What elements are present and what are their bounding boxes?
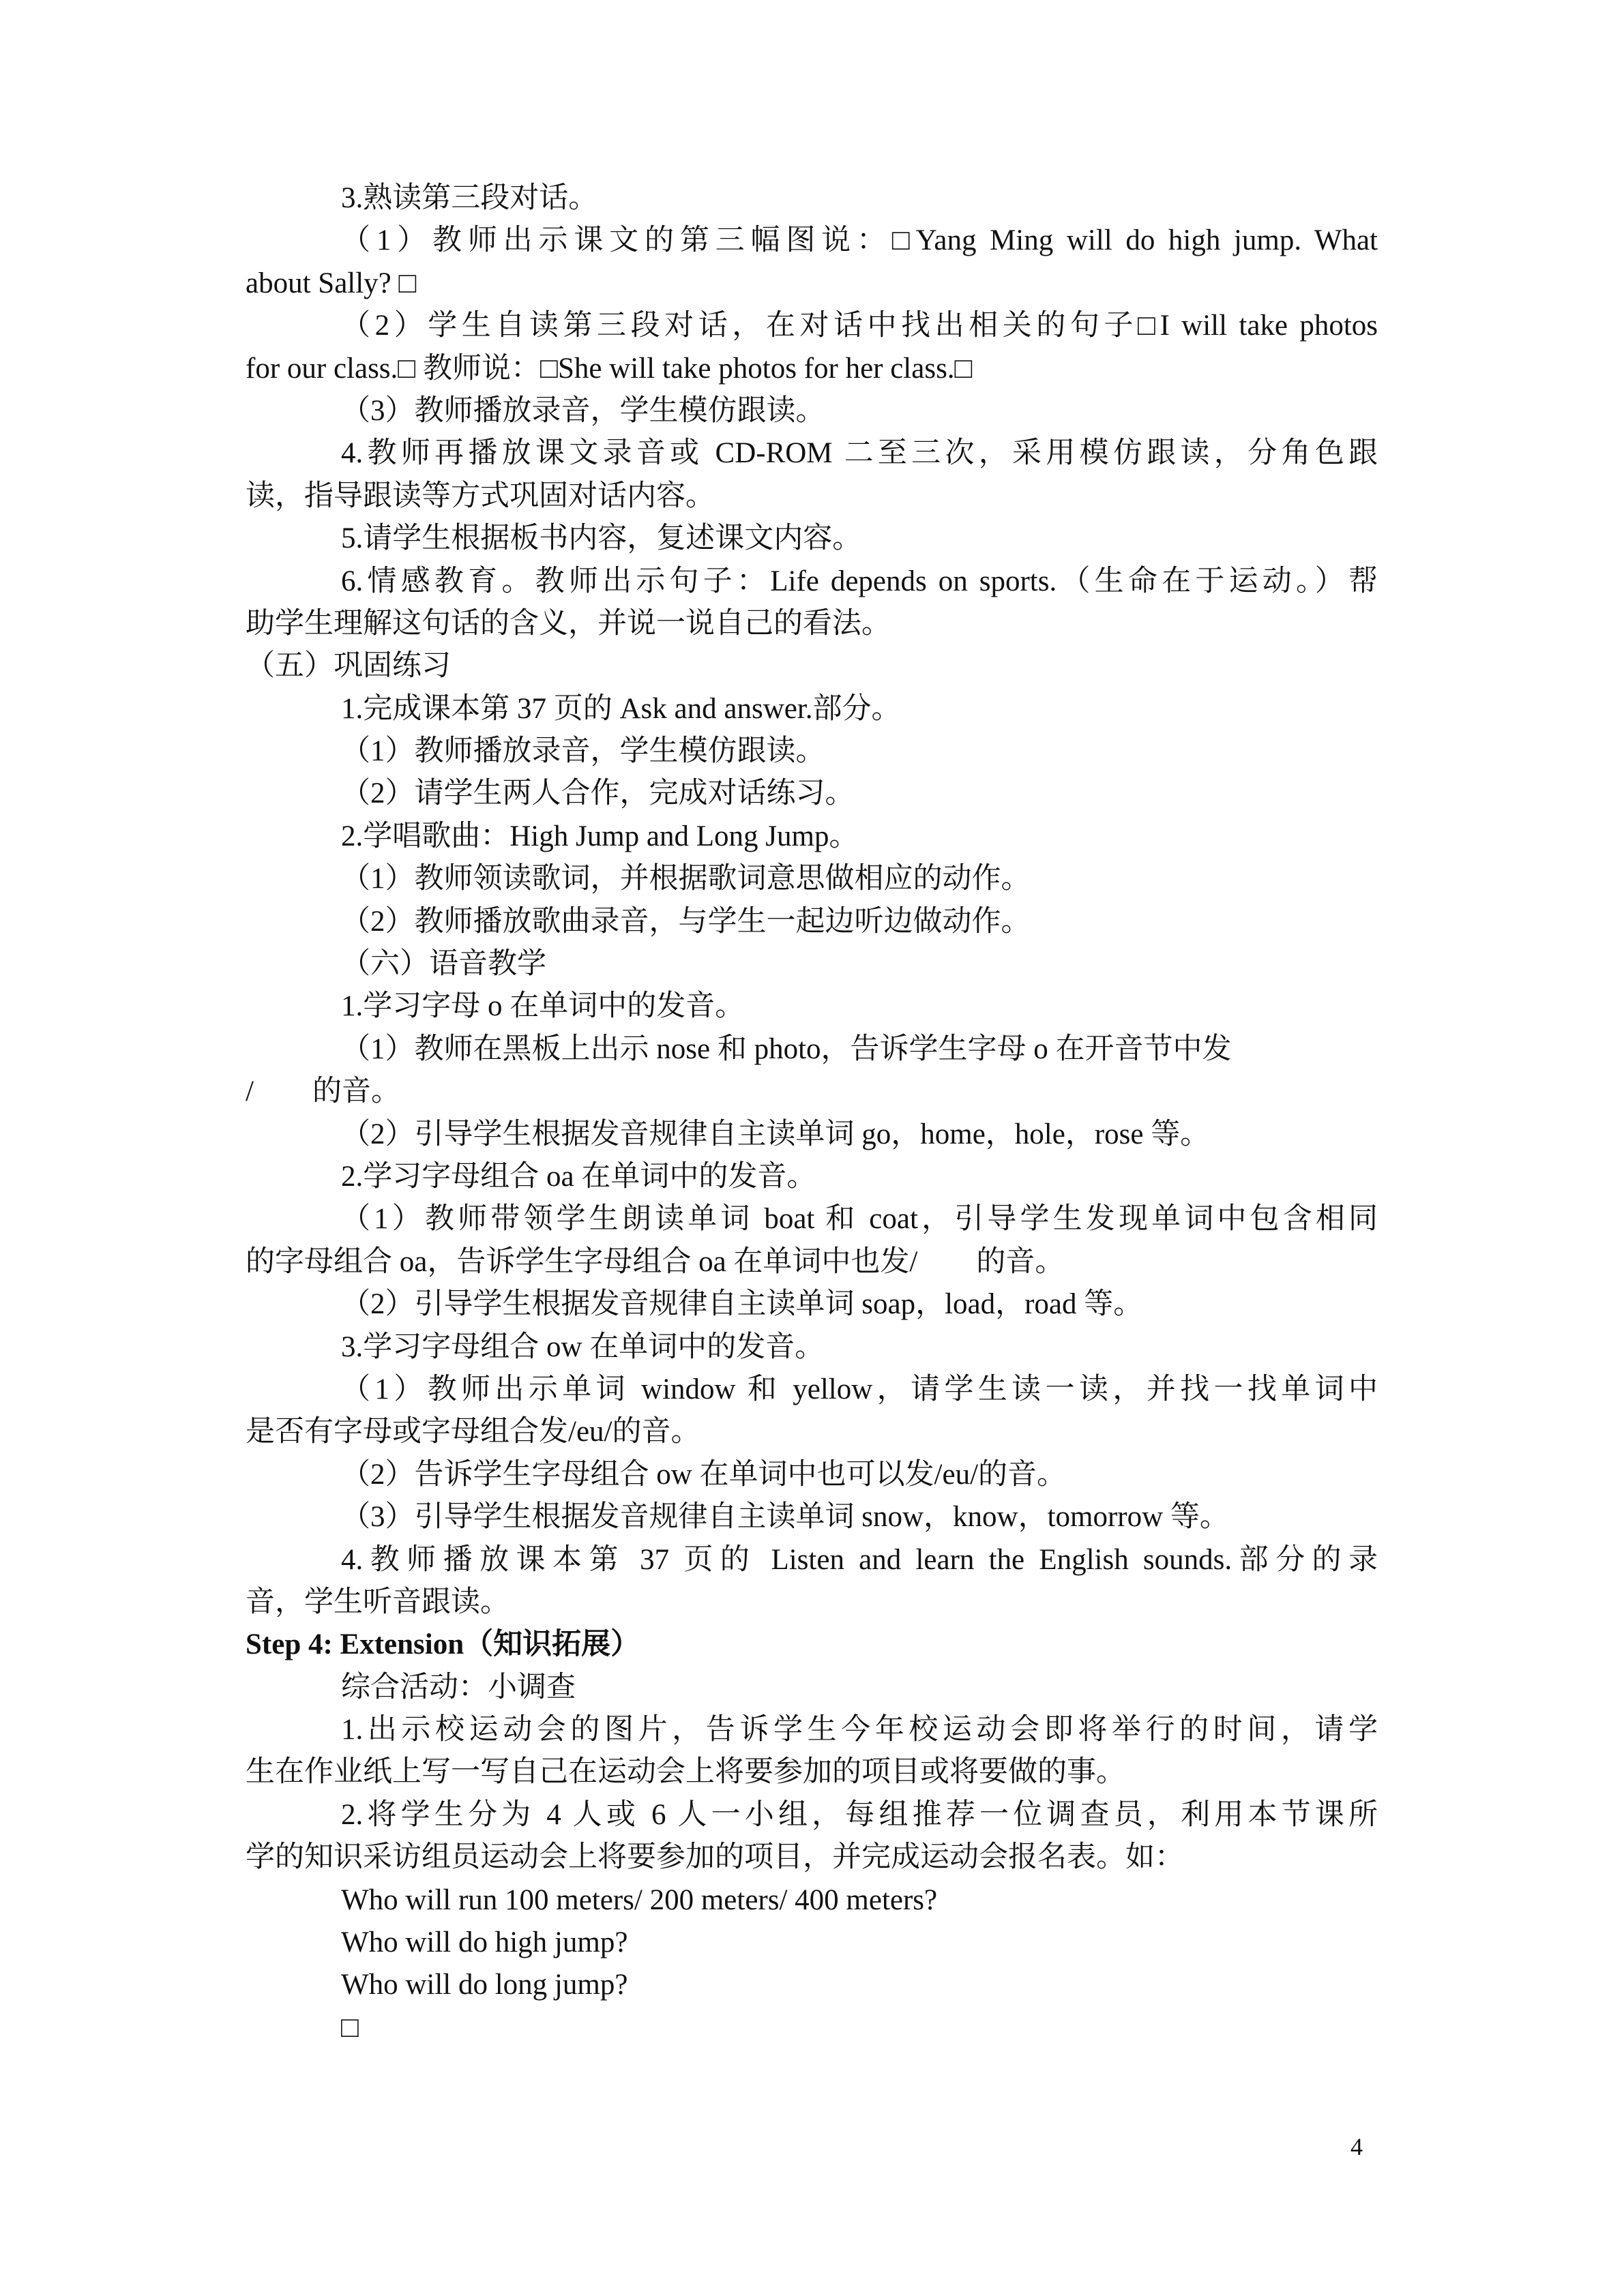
text-line: 5.请学生根据板书内容，复述课文内容。 — [341, 522, 862, 555]
text-line: 助学生理解这句话的含义，并说一说自己的看法。 — [246, 607, 891, 640]
text-line: （3）教师播放录音，学生模仿跟读。 — [341, 394, 825, 427]
text-line: about Sally? □ — [246, 267, 417, 299]
text-line: （1）教师带领学生朗读单词 boat 和 coat，引导学生发现单词中包含相同 — [341, 1203, 1378, 1236]
text-line: （2）教师播放歌曲录音，与学生一起边听边做动作。 — [341, 905, 1031, 938]
text-line: / 的音。 — [246, 1075, 400, 1108]
text-line: 是否有字母或字母组合发/eu/的音。 — [246, 1416, 700, 1448]
page-number: 4 — [1350, 2133, 1363, 2160]
text-line: Who will run 100 meters/ 200 meters/ 400 meters? — [341, 1883, 938, 1916]
text-line: for our class.□ 教师说：□She will take photos for her class.□ — [246, 352, 973, 385]
text-line: 生在作业纸上写一写自己在运动会上将要参加的项目或将要做的事。 — [246, 1756, 1125, 1789]
text-line: 学的知识采访组员运动会上将要参加的项目，并完成运动会报名表。如： — [246, 1841, 1184, 1874]
text-line: （1）教师出示课文的第三幅图说：□Yang Ming will do high jump. What — [341, 224, 1378, 257]
text-line: （2）引导学生根据发音规律自主读单词 go，home，hole，rose 等。 — [341, 1118, 1210, 1150]
text-line: （六）语音教学 — [341, 948, 546, 981]
text-line: 2.将学生分为 4 人或 6 人一小组，每组推荐一位调查员，利用本节课所 — [341, 1798, 1378, 1831]
text-line: 2.学习字母组合 oa 在单词中的发音。 — [341, 1160, 816, 1193]
text-line: 3.熟读第三段对话。 — [341, 182, 598, 214]
text-line: （3）引导学生根据发音规律自主读单词 snow，know，tomorrow 等。 — [341, 1501, 1229, 1534]
text-line: 读，指导跟读等方式巩固对话内容。 — [246, 479, 715, 512]
text-line: （2）告诉学生字母组合 ow 在单词中也可以发/eu/的音。 — [341, 1458, 1067, 1491]
text-line: （2）学生自读第三段对话，在对话中找出相关的句子□I will take photos — [341, 310, 1378, 342]
text-line: 3.学习字母组合 ow 在单词中的发音。 — [341, 1330, 825, 1363]
text-line: 2.学唱歌曲：High Jump and Long Jump。 — [341, 820, 859, 852]
text-line: 综合活动：小调查 — [341, 1671, 576, 1703]
text-line: 1.出示校运动会的图片，告诉学生今年校运动会即将举行的时间，请学 — [341, 1714, 1378, 1746]
document-body — [246, 177, 1378, 2049]
text-line: （五）巩固练习 — [246, 650, 451, 683]
text-line: （1）教师出示单词 window 和 yellow，请学生读一读，并找一找单词中 — [341, 1373, 1378, 1405]
text-line: （1）教师播放录音，学生模仿跟读。 — [341, 735, 825, 768]
text-line: 6.情感教育。教师出示句子：Life depends on sports.（生命在于运动。）帮 — [341, 565, 1378, 597]
text-line: Who will do long jump? — [341, 1969, 628, 2001]
text-line: 4.教师再播放课文录音或 CD-ROM 二至三次，采用模仿跟读，分角色跟 — [341, 437, 1378, 470]
text-line: Who will do high jump? — [341, 1926, 628, 1959]
text-line: （1）教师在黑板上出示 nose 和 photo，告诉学生字母 o 在开音节中发 — [341, 1032, 1232, 1065]
text-line: □ — [341, 2011, 359, 2044]
text-line: 的字母组合 oa，告诉学生字母组合 oa 在单词中也发/ 的音。 — [246, 1245, 1065, 1278]
text-line: 1.学习字母 o 在单词中的发音。 — [341, 990, 745, 1023]
section-heading: Step 4: Extension（知识拓展） — [246, 1628, 640, 1661]
text-line: 音，学生听音跟读。 — [246, 1585, 510, 1618]
text-line: （2）请学生两人合作，完成对话练习。 — [341, 777, 855, 810]
text-line: （2）引导学生根据发音规律自主读单词 soap，load，road 等。 — [341, 1288, 1143, 1321]
text-line: 1.完成课本第 37 页的 Ask and answer.部分。 — [341, 692, 901, 725]
text-line: （1）教师领读歌词，并根据歌词意思做相应的动作。 — [341, 863, 1031, 895]
text-line: 4.教师播放课本第 37 页的 Listen and learn the English sounds.部分的录 — [341, 1543, 1378, 1576]
